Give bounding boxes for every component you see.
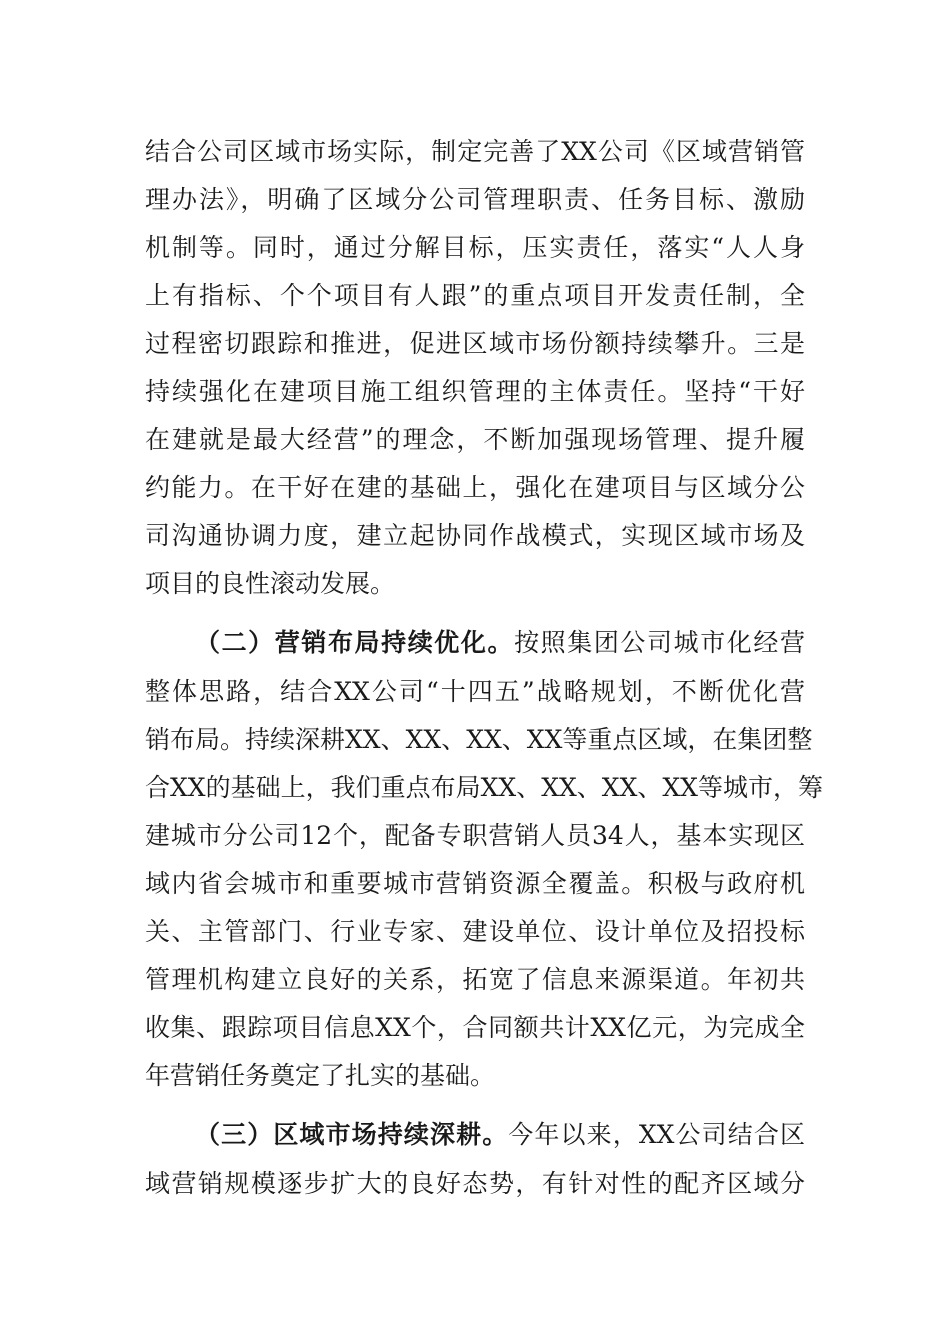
- paragraph-line: 域内省会城市和重要城市营销资源全覆盖。积极与政府机: [145, 869, 805, 898]
- section-heading: （二）营销布局持续优化。: [195, 628, 515, 657]
- paragraph-line: 过程密切跟踪和推进，促进区域市场份额持续攀升。三是: [145, 329, 805, 358]
- section-first-line-text: 今年以来，XX公司结合区: [508, 1120, 805, 1149]
- paragraph-line: 关、主管部门、行业专家、建设单位、设计单位及招投标: [145, 917, 805, 946]
- section-first-line-text: 按照集团公司城市化经营: [514, 628, 805, 657]
- paragraph-line: 上有指标、个个项目有人跟”的重点项目开发责任制，全: [145, 281, 805, 310]
- paragraph-line: 结合公司区域市场实际，制定完善了XX公司《区域营销管: [145, 137, 805, 166]
- paragraph-line: 整体思路，结合XX公司“十四五”战略规划，不断优化营: [145, 677, 805, 706]
- section-first-line: [195, 1115, 805, 1155]
- paragraph-line: 管理机构建立良好的关系，拓宽了信息来源渠道。年初共: [145, 965, 805, 994]
- paragraph-line: 销布局。持续深耕XX、XX、XX、XX等重点区域，在集团整: [145, 725, 813, 754]
- paragraph-line: 项目的良性滚动发展。: [145, 569, 396, 598]
- paragraph-line: 域营销规模逐步扩大的良好态势，有针对性的配齐区域分: [145, 1169, 805, 1198]
- paragraph-line: 机制等。同时，通过分解目标，压实责任，落实“人人身: [145, 233, 805, 262]
- paragraph-line: 持续强化在建项目施工组织管理的主体责任。坚持“干好: [145, 377, 805, 406]
- paragraph-line: 在建就是最大经营”的理念，不断加强现场管理、提升履: [145, 425, 805, 454]
- paragraph-line: 建城市分公司12个，配备专职营销人员34人，基本实现区: [145, 821, 805, 850]
- paragraph-line: 年营销任务奠定了扎实的基础。: [145, 1061, 496, 1090]
- section-first-line: [195, 623, 805, 663]
- paragraph-line: 理办法》，明确了区域分公司管理职责、任务目标、激励: [145, 185, 805, 214]
- paragraph-line: 收集、跟踪项目信息XX个，合同额共计XX亿元，为完成全: [145, 1013, 805, 1042]
- paragraph-line: 约能力。在干好在建的基础上，强化在建项目与区域分公: [145, 473, 805, 502]
- paragraph-line: 司沟通协调力度，建立起协同作战模式，实现区域市场及: [145, 521, 805, 550]
- paragraph-line: 合XX的基础上，我们重点布局XX、XX、XX、XX等城市，筹: [145, 773, 823, 802]
- section-heading: （三）区域市场持续深耕。: [195, 1120, 509, 1149]
